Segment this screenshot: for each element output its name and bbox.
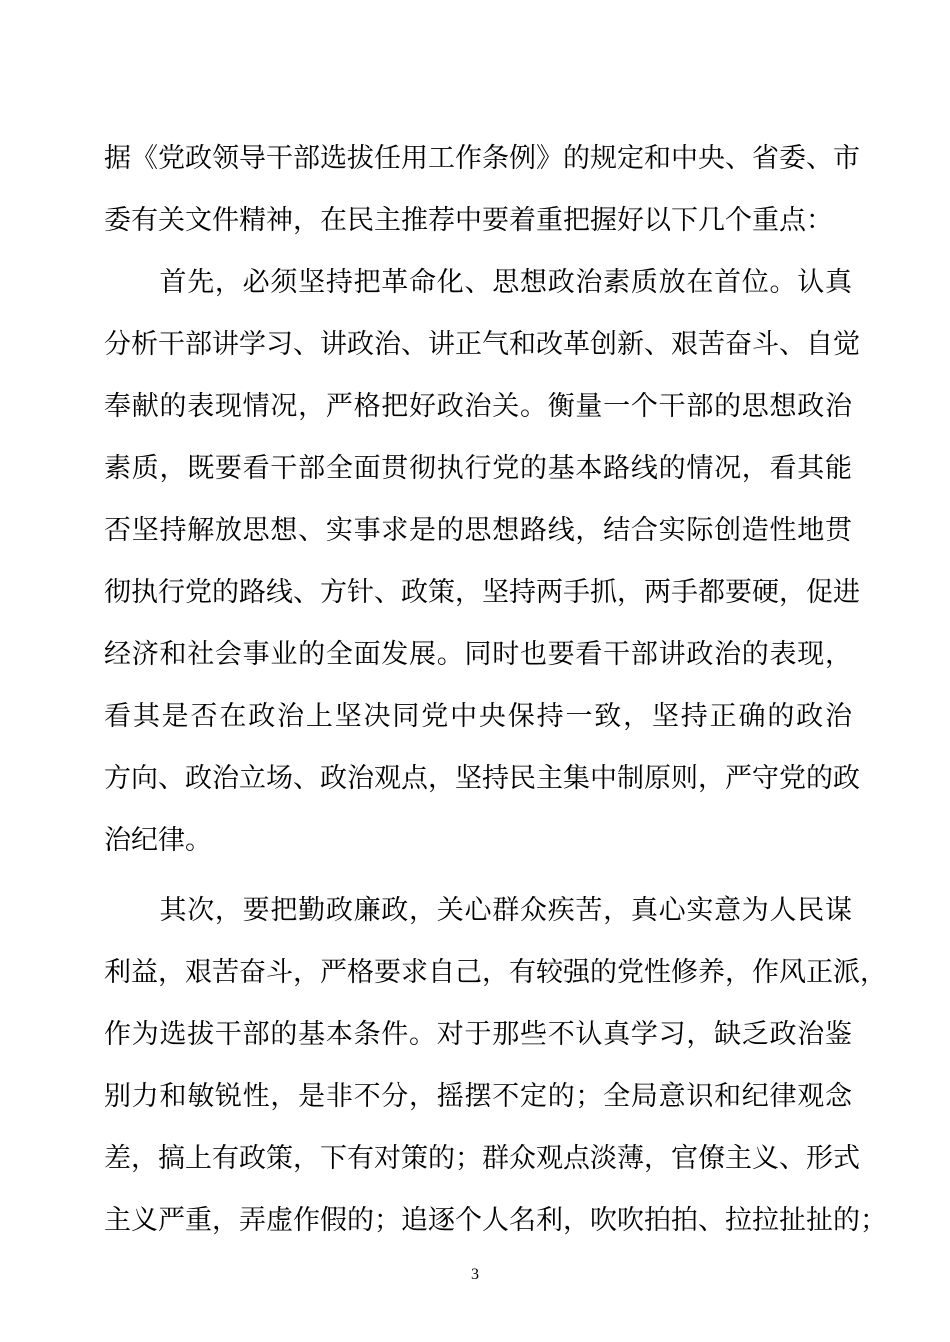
- text-line: 奉献的表现情况，严格把好政治关。衡量一个干部的思想政治: [104, 391, 852, 422]
- text-line: 看其是否在政治上坚决同党中央保持一致，坚持正确的政治: [104, 701, 852, 732]
- text-line: 彻执行党的路线、方针、政策，坚持两手抓，两手都要硬，促进: [104, 577, 860, 608]
- text-line: 差，搞上有政策，下有对策的；群众观点淡薄，官僚主义、形式: [104, 1143, 860, 1174]
- text-line: 首先，必须坚持把革命化、思想政治素质放在首位。认真: [104, 267, 852, 298]
- text-line: 别力和敏锐性，是非不分，摇摆不定的；全局意识和纪律观念: [104, 1081, 852, 1112]
- text-line: 素质，既要看干部全面贯彻执行党的基本路线的情况，看其能: [104, 453, 852, 484]
- text-line: 据《党政领导干部选拔任用工作条例》的规定和中央、省委、市: [104, 143, 860, 174]
- text-line: 经济和社会事业的全面发展。同时也要看干部讲政治的表现，: [104, 639, 852, 670]
- text-line: 委有关文件精神，在民主推荐中要着重把握好以下几个重点：: [104, 205, 833, 236]
- text-line: 利益，艰苦奋斗，严格要求自己，有较强的党性修养，作风正派，: [104, 957, 887, 988]
- text-line: 其次，要把勤政廉政，关心群众疾苦，真心实意为人民谋: [104, 895, 852, 926]
- body-text: [104, 128, 887, 1252]
- text-line: 作为选拔干部的基本条件。对于那些不认真学习，缺乏政治鉴: [104, 1019, 852, 1050]
- text-line: 治纪律。: [104, 825, 212, 856]
- text-line: 方向、政治立场、政治观点，坚持民主集中制原则，严守党的政: [104, 763, 860, 794]
- page-number: 3: [471, 1266, 479, 1283]
- text-line: 分析干部讲学习、讲政治、讲正气和改革创新、艰苦奋斗、自觉: [104, 329, 860, 360]
- text-line: 主义严重，弄虚作假的；追逐个人名利，吹吹拍拍、拉拉扯扯的；: [104, 1205, 887, 1236]
- paragraph-gap: [104, 872, 852, 880]
- text-line: 否坚持解放思想、实事求是的思想路线，结合实际创造性地贯: [104, 515, 852, 546]
